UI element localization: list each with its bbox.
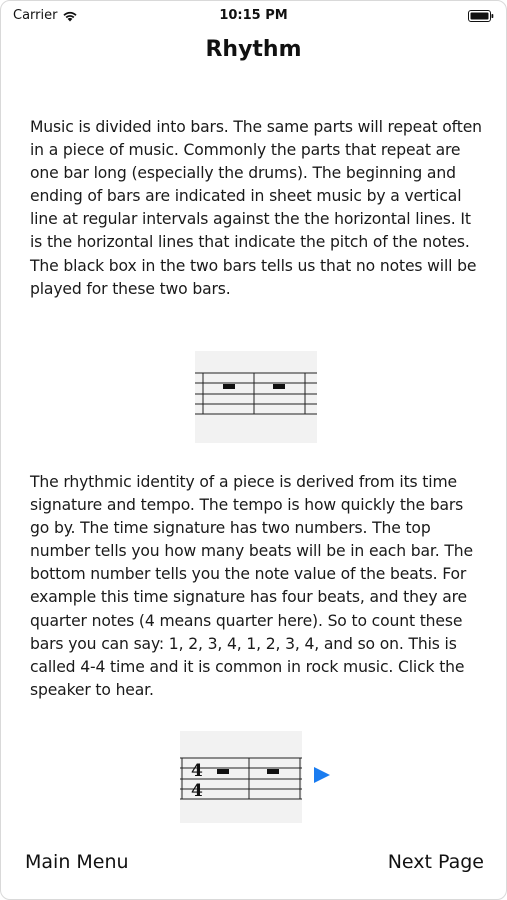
page-title: Rhythm: [205, 37, 302, 62]
status-bar: [1, 1, 506, 31]
staff-rest-image: [195, 351, 317, 443]
time-signature-bottom: 4: [191, 781, 203, 801]
carrier-label: Carrier: [13, 8, 58, 23]
status-time: 10:15 PM: [219, 8, 288, 23]
staff-time-signature-graphic: [180, 731, 302, 823]
play-triangle-icon[interactable]: [311, 763, 335, 787]
battery-icon: [468, 10, 494, 22]
time-signature-top: 4: [191, 761, 203, 781]
paragraph-rhythm: The rhythmic identity of a piece is derived from its time signature and tempo. The tempo is how quickly the bars go by. The time signature has two numbers. The top number tells you how many beats will be in each bar. The bottom number tells you the note value of the beats. For example this time signature has four beats, and they are quarter notes (4 means quarter here). So to count these bars you can say: 1, 2, 3, 4, 1, 2, 3, 4, and so on. This is called 4-4 time and it is common in rock music. Click the speaker to hear.: [30, 473, 473, 699]
staff-rest-graphic: [195, 351, 317, 443]
staff-time-signature-image: [180, 731, 302, 823]
main-menu-button[interactable]: Main Menu: [25, 851, 129, 873]
paragraph-bars: Music is divided into bars. The same parts will repeat often in a piece of music. Commonly the parts that repeat are one bar long (especially the drums). The beginning and ending of bars are indicated in sheet music by a vertical line at regular intervals against the the horizontal lines. It is the horizontal lines that indicate the pitch of the notes. The black box in the two bars tells us that no notes will be played for these two bars.: [30, 118, 482, 298]
next-page-button[interactable]: Next Page: [387, 851, 484, 873]
